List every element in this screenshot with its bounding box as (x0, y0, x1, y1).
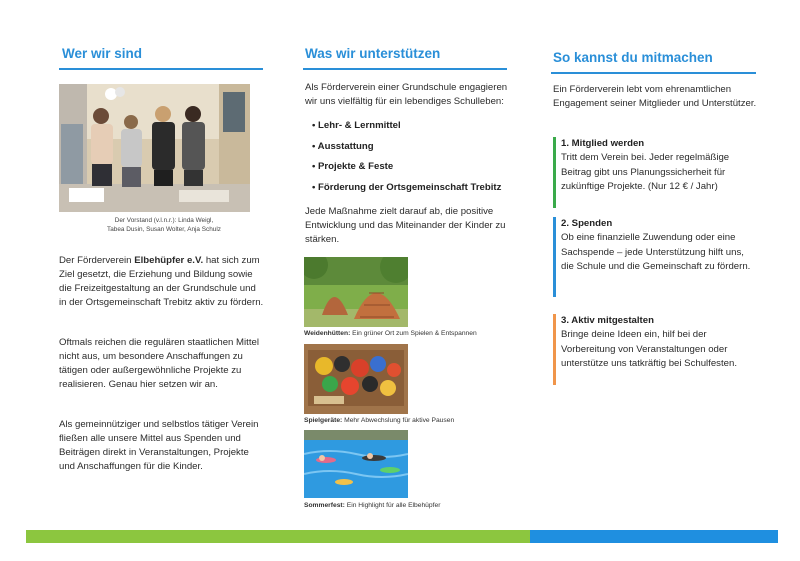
caption-text: Mehr Abwechslung für aktive Pausen (342, 417, 455, 424)
goal-paragraph: Jede Maßnahme zielt darauf ab, die positive Entwicklung und das Miteinander der Kinder zu stärken. (305, 206, 506, 245)
caption-text: Ein Highlight für alle Elbehüpfer (344, 502, 441, 509)
summer-festival-photo (304, 430, 408, 498)
card-participate (553, 314, 758, 385)
participate-intro: Ein Förderverein lebt vom ehrenamtlichen Engagement seiner Mitglieder und Unterstützer. (553, 84, 757, 109)
card-accent-bar (553, 217, 556, 297)
intro-text-rest: hat sich zum Ziel gesetzt, die Erziehung und Bildung sowie die Freizeitgestaltung an der Grundschule und in der Ortsgemeinschaft Trebitz aktiv zu fördern. (59, 255, 264, 308)
card-title: 2. Spenden (561, 218, 613, 229)
list-item: • Lehr- & Lernmittel (312, 120, 501, 141)
card-donations (553, 217, 758, 297)
nonprofit-paragraph: Als gemeinnütziger und selbstlos tätiger Verein fließen alle unsere Mittel aus Spenden und Beiträgen direkt in Veranstaltungen, Projekte und Anschaffungen für die Kinder. (59, 419, 259, 472)
willow-huts-caption (304, 330, 477, 337)
caption-text: Ein grüner Ort zum Spielen & Entspannen (350, 330, 477, 337)
footer-band-green (26, 530, 530, 543)
funding-paragraph: Oftmals reichen die regulären staatlichen Mittel nicht aus, um besondere Anschaffungen zu tätigen oder außergewöhnliche Projekte zu realisieren. Genau hier setzen wir an. (59, 337, 259, 390)
summer-festival-caption (304, 502, 440, 509)
board-photo (59, 84, 250, 212)
footer-band-blue (530, 530, 778, 543)
willow-huts-photo (304, 257, 408, 327)
list-item: • Förderung der Ortsgemeinschaft Trebitz (312, 182, 501, 203)
heading-rule (303, 68, 507, 70)
play-equipment-caption (304, 417, 454, 424)
photo-caption-line1: Der Vorstand (v.l.n.r.): Linda Weigl, (114, 217, 214, 224)
heading-rule (59, 68, 263, 70)
list-item: • Projekte & Feste (312, 161, 501, 182)
photo-caption-line2: Tabea Dusin, Susan Wolter, Anja Schulz (107, 226, 221, 233)
card-body: Ob eine finanzielle Zuwendung oder eine Sachspende – jede Unterstützung hilft uns, die Schule und die Gemeinschaft zu fördern. (561, 232, 751, 272)
support-list (312, 120, 501, 202)
card-membership (553, 137, 758, 208)
card-title: 3. Aktiv mitgestalten (561, 315, 654, 326)
card-accent-bar (553, 314, 556, 385)
heading-wer-wir-sind: Wer wir sind (62, 46, 143, 61)
card-body: Tritt dem Verein bei. Jeder regelmäßige Beitrag gibt uns Planungssicherheit für zukünftige Projekte. (Nur 12 € / Jahr) (561, 152, 730, 192)
heading-rule (551, 72, 756, 74)
association-name: Elbehüpfer e.V. (134, 255, 204, 266)
card-body: Bringe deine Ideen ein, hilf bei der Vorbereitung von Veranstaltungen oder unterstütze uns tatkräftig bei Schulfesten. (561, 329, 737, 369)
caption-title: Weidenhütten: (304, 330, 351, 337)
intro-text: Der Förderverein (59, 255, 135, 266)
list-item: • Ausstattung (312, 141, 501, 162)
photo-caption (59, 216, 269, 234)
heading-was-wir-unterstuetzen: Was wir unterstützen (305, 46, 441, 61)
intro-paragraph (59, 254, 265, 310)
caption-title: Spielgeräte: (304, 417, 343, 424)
card-accent-bar (553, 137, 556, 208)
card-title: 1. Mitglied werden (561, 138, 645, 149)
heading-so-kannst-du-mitmachen: So kannst du mitmachen (553, 50, 713, 65)
support-intro: Als Förderverein einer Grundschule engagieren wir uns vielfältig für ein lebendiges Schulleben: (305, 82, 508, 107)
play-equipment-photo (304, 344, 408, 414)
caption-title: Sommerfest: (304, 502, 345, 509)
